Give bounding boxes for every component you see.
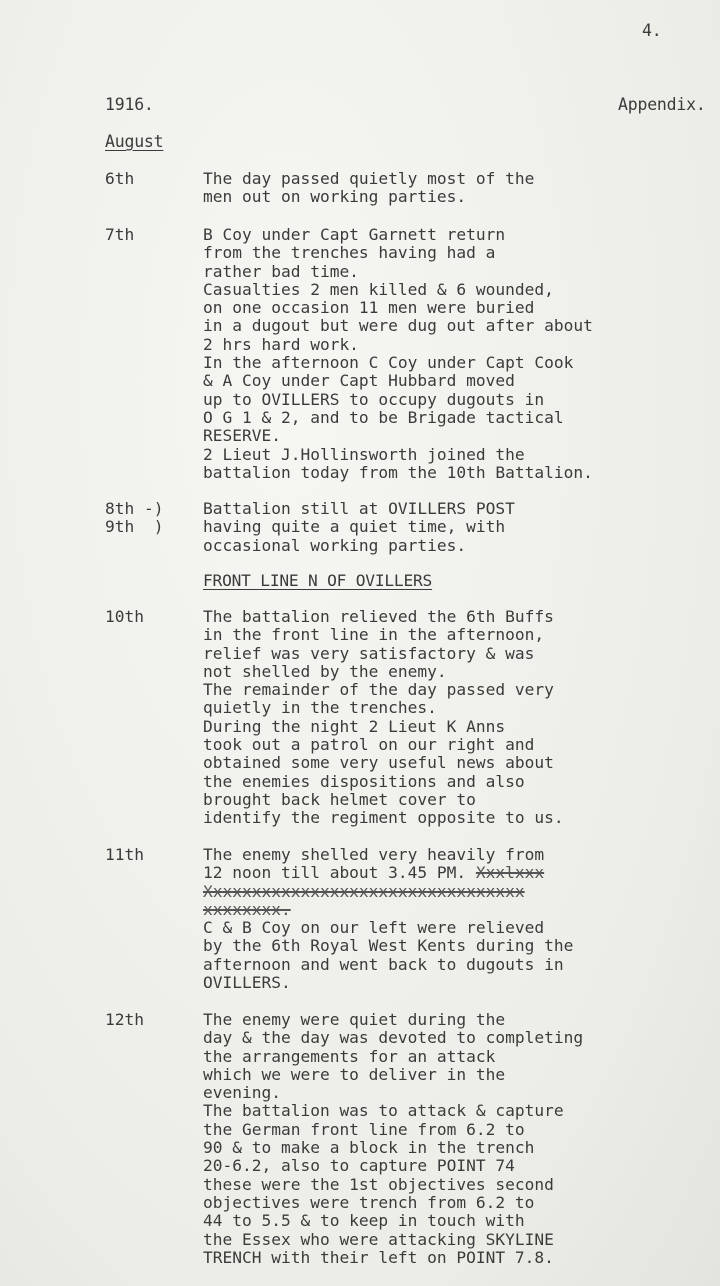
- text-line: During the night 2 Lieut K Anns: [203, 716, 506, 736]
- text-line: rather bad time.: [203, 261, 359, 281]
- text-line: & A Coy under Capt Hubbard moved: [203, 371, 515, 391]
- text-line: in a dugout but were dug out after about: [203, 316, 593, 336]
- text-line: occasional working parties.: [203, 535, 467, 555]
- entry-date: 10th: [105, 607, 144, 626]
- text-line: 2 hrs hard work.: [203, 334, 359, 354]
- entry-text: [203, 226, 713, 482]
- text-line: the German front line from 6.2 to: [203, 1119, 525, 1139]
- text-line: obtained some very useful news about: [203, 753, 554, 773]
- entry-text: [203, 608, 713, 828]
- entry-date: 7th: [105, 225, 135, 244]
- text-line: The enemy shelled very heavily from: [203, 845, 545, 864]
- text-line: 44 to 5.5 & to keep in touch with: [203, 1211, 525, 1231]
- text-line: The remainder of the day passed very: [203, 680, 554, 700]
- text-line: relief was very satisfactory & was: [203, 643, 535, 663]
- text-line: on one occasion 11 men were buried: [203, 298, 535, 318]
- entry-date: 6th: [105, 169, 135, 188]
- text-line: having quite a quiet time, with: [203, 517, 506, 537]
- text-line: battalion today from the 10th Battalion.: [203, 462, 593, 482]
- text-line: afternoon and went back to dugouts in: [203, 954, 564, 974]
- text-line: in the front line in the afternoon,: [203, 625, 545, 645]
- struck-line: Xxxxxxxxxxxxxxxxxxxxxxxxxxxxxxxxx: [203, 881, 525, 901]
- entry-date: 11th: [105, 845, 144, 864]
- struck-text: Xxxlxxx: [475, 863, 545, 883]
- text-line: evening.: [203, 1083, 281, 1103]
- text-line: O G 1 & 2, and to be Brigade tactical: [203, 407, 564, 427]
- entry-date: 12th: [105, 1010, 144, 1029]
- text-line: RESERVE.: [203, 426, 281, 446]
- appendix-label: Appendix.: [618, 95, 706, 114]
- text-line: C & B Coy on our left were relieved: [203, 918, 545, 938]
- text-line: quietly in the trenches.: [203, 698, 437, 718]
- text-line: The enemy were quiet during the: [203, 1010, 506, 1029]
- text-line: which we were to deliver in the: [203, 1064, 506, 1084]
- text-line: day & the day was devoted to completing: [203, 1028, 584, 1048]
- text-line: the arrangements for an attack: [203, 1046, 496, 1066]
- entry-date: 8th -) 9th ): [105, 499, 164, 536]
- text-line: TRENCH with their left on POINT 7.8.: [203, 1247, 554, 1267]
- entry-text: [203, 170, 713, 207]
- text-line: the Essex who were attacking SKYLINE: [203, 1229, 554, 1249]
- text-line: 2 Lieut J.Hollinsworth joined the: [203, 444, 525, 464]
- text-line: objectives were trench from 6.2 to: [203, 1192, 535, 1212]
- text-line: B Coy under Capt Garnett return: [203, 225, 506, 244]
- month-heading: August: [105, 132, 164, 151]
- text-fragment: 12 noon till about 3.45 PM.: [203, 863, 467, 883]
- text-line: The battalion relieved the 6th Buffs: [203, 607, 554, 626]
- text-line: men out on working parties.: [203, 187, 467, 207]
- text-line: took out a patrol on our right and: [203, 735, 535, 755]
- text-line: identify the regiment opposite to us.: [203, 808, 564, 828]
- text-line: the enemies dispositions and also: [203, 771, 525, 791]
- text-line: In the afternoon C Coy under Capt Cook: [203, 353, 574, 373]
- text-line: not shelled by the enemy.: [203, 661, 447, 681]
- text-line: from the trenches having had a: [203, 243, 496, 263]
- section-heading: FRONT LINE N OF OVILLERS: [203, 571, 433, 590]
- text-line: 20-6.2, also to capture POINT 74: [203, 1156, 515, 1176]
- text-line: The day passed quietly most of the: [203, 169, 535, 188]
- text-line: by the 6th Royal West Kents during the: [203, 936, 574, 956]
- entry-text: [203, 846, 713, 992]
- entry-text: [203, 500, 713, 555]
- text-line: 90 & to make a block in the trench: [203, 1138, 535, 1158]
- text-line: OVILLERS.: [203, 973, 291, 993]
- text-line: Casualties 2 men killed & 6 wounded,: [203, 279, 554, 299]
- year-heading: 1916.: [105, 95, 154, 114]
- page-number: 4.: [642, 21, 662, 40]
- text-line: up to OVILLERS to occupy dugouts in: [203, 389, 545, 409]
- entry-text: [203, 1011, 713, 1267]
- text-line: The battalion was to attack & capture: [203, 1101, 564, 1121]
- text-line: Battalion still at OVILLERS POST: [203, 499, 515, 518]
- struck-line: xxxxxxxx.: [203, 899, 291, 919]
- text-line: these were the 1st objectives second: [203, 1174, 554, 1194]
- text-line: [203, 864, 713, 882]
- text-line: brought back helmet cover to: [203, 789, 476, 809]
